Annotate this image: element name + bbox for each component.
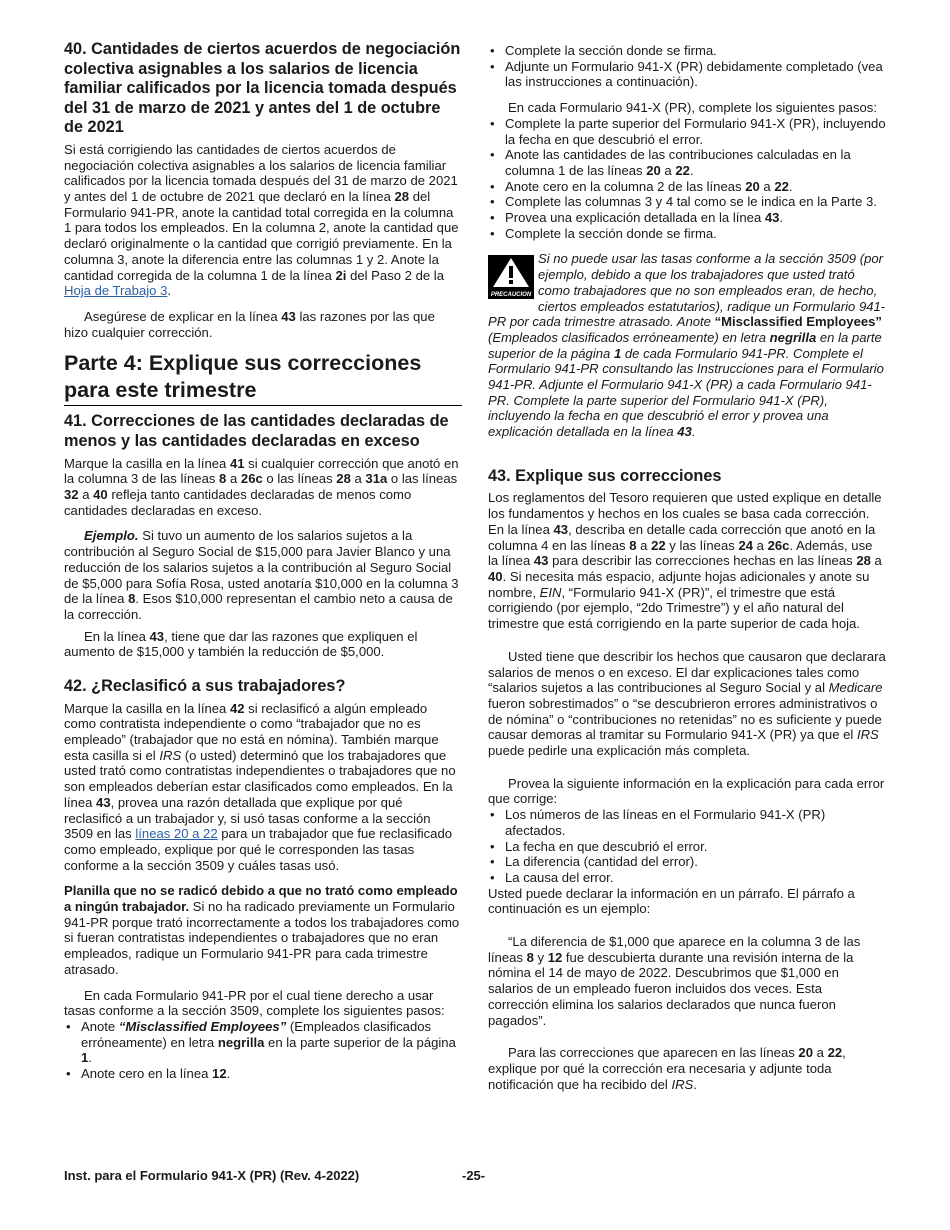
page-footer (64, 1168, 886, 1186)
section-43-heading: 43. Explique sus correcciones (488, 466, 722, 485)
part-4-heading: Parte 4: Explique sus correcciones para este trimestre (64, 350, 462, 406)
step-4: • Complete las columnas 3 y 4 tal como se le indica en la Parte 3. (490, 194, 877, 210)
section-43-example-quote: “La diferencia de $1,000 que aparece en la columna 3 de las líneas 8 y 12 fue descubierta durante una revisión interna de la nómina el 14 de mayo de 2022. Descubrimos que $1,000 en salarios de un empleado fueron incluidos dos veces. Esta corrección elimina los salarios declarados que nunca fueron pagados”. (488, 934, 861, 1028)
step-1: • Complete la parte superior del Formulario 941-X (PR), incluyendo la fecha en que descubrió el error. (490, 115, 886, 147)
info-bullet-1: • Los números de las líneas en el Formulario 941-X (PR) afectados. (490, 807, 826, 838)
section-41-paragraph-3: En la línea 43, tiene que dar las razones que expliquen el aumento de $15,000 y también la reducción de $5,000. (64, 628, 418, 660)
caution-icon-label: PRECAUCION (490, 292, 532, 299)
section-43-paragraph-4: Usted puede declarar la información en un párrafo. El párrafo a continuación es un ejemplo: (488, 885, 855, 917)
lines-20-22-link[interactable]: líneas 20 a 22 (135, 826, 218, 842)
section-43-paragraph-3: Provea la siguiente información en la explicación para cada error que corrige: (488, 775, 885, 807)
section-40-heading: 40. Cantidades de ciertos acuerdos de negociación colectiva asignables a los salarios de licencia familiar calificados por la licencia tomada después del 31 de marzo de 2021 y antes del 1 de octubre de 2021 (64, 40, 461, 137)
caution-note: PRECAUCION Si no puede usar las tasas conforme a la sección 3509 (por ejemplo, debido a que los trabajadores que usted trató como trabajadores que no son empleados eran, de hecho, ciertos empleados estatutarios), radique un Formulario 941-PR por cada trimestre atrasado. Anote “Misclassified Employees” (Empleados clasificados erróneamente) en letra negrilla en la parte superior de la página 1 de cada Formulario 941-PR. Complete el Formulario 941-PR consultando las Instrucciones para el Formulario 941-PR. Adjunte el Formulario 941-X (PR) a cada Formulario 941-PR. Complete la parte superior del Formulario 941-X (PR), incluyendo la fecha en que descubrió el error y provea una explicación detallada en la línea 43. (488, 251, 886, 440)
right-top-bullet-1: • Complete la sección donde se firma. (490, 43, 717, 58)
section-43-paragraph-2: Usted tiene que describir los hechos que causaron que declarara salarios de menos o en exceso. El dar explicaciones tales como “salarios sujetos a las contribuciones al Seguro Social y al Medicare fueron sobrestimados” o “se descubrieron errores administrativos o de nómina” o “contribuciones no retenidas” no es suficiente y puede causar demoras al tramitar su Formulario 941-X (PR) ya que el IRS puede pedirle una explicación más completa. (488, 648, 886, 759)
section-42-paragraph: Marque la casilla en la línea 42 si reclasificó a algún empleado como contratista independiente o como “trabajador que no es empleado” (trabajador que no está en nómina). También marque esta casilla si el IRS (o usted) determinó que los trabajadores que usted trató como contratistas independientes o trabajadores que no son empleados deberían estar clasificados como empleados. En la línea 43, provea una razón detallada que explique por qué reclasificó a un trabajador y, si usó tasas conforme a la sección 3509 en las líneas 20 a 22 para un trabajador que fue reclasificado como empleado, explique por qué le corresponden las tasas conforme a la sección 3509 y cuáles tasas usó. (64, 700, 456, 873)
page-number: -25- (462, 1168, 486, 1183)
footer-form-reference: Inst. para el Formulario 941-X (PR) (Rev. 4-2022) (64, 1168, 360, 1183)
section-43-paragraph-1: Los reglamentos del Tesoro requieren que usted explique en detalle los fundamentos y hechos en los cuales se basa cada corrección. En la línea 43, describa en detalle cada corrección que anotó en la columna 4 en las líneas 8 a 22 y las líneas 24 a 26c. Además, use la línea 43 para describir las correcciones hechas en las líneas 28 a 40. Si necesita más espacio, adjunte hojas adicionales y anote su nombre, EIN, “Formulario 941-X (PR)”, el trimestre que está corrigiendo (por ejemplo, “2do Trimestre”) y el año natural del trimestre que está corrigiendo en la parte superior de cada hoja. (488, 490, 882, 632)
section-40-paragraph-2: Asegúrese de explicar en la línea 43 las razones por las que hizo cualquier corrección. (64, 309, 435, 340)
section-41-paragraph: Marque la casilla en la línea 41 si cualquier corrección que anotó en la columna 3 de las líneas 8 a 26c o las líneas 28 a 31a o las líneas 32 a 40 refleja tanto cantidades declaradas de menos como cantidades declaradas en exceso. (64, 455, 459, 518)
left-column (64, 40, 462, 1082)
step-2: • Anote las cantidades de las contribuciones calculadas en la columna 1 de las líneas 20 a 22. (490, 147, 851, 178)
right-top-bullet-2: • Adjunte un Formulario 941-X (PR) debidamente completado (vea las instrucciones a continuación). (490, 58, 883, 90)
info-bullet-3: • La diferencia (cantidad del error). (490, 854, 698, 870)
section-42-unfiled-return: Planilla que no se radicó debido a que no trató como empleado a ningún trabajador. Si no ha radicado previamente un Formulario 941-PR porque trató incorrectamente a todos los trabajadores como si fueran contratistas independientes o trabajadores que no eran empleados, radique un Formulario 941-PR para cada trimestre atrasado. (64, 883, 460, 977)
section-42-steps-intro: En cada Formulario 941-PR por el cual tiene derecho a usar tasas conforme a la sección 3509, complete los siguientes pasos: (64, 987, 445, 1019)
step-5: • Provea una explicación detallada en la línea 43. (490, 210, 784, 226)
section-43-paragraph-5: Para las correcciones que aparecen en las líneas 20 a 22, explique por qué la corrección era necesaria y adjunte toda notificación que ha recibido del IRS. (488, 1045, 846, 1092)
info-bullet-4: • La causa del error. (490, 869, 614, 885)
step-3: • Anote cero en la columna 2 de las líneas 20 a 22. (490, 178, 793, 194)
caution-icon (488, 255, 534, 299)
worksheet-3-link[interactable]: Hoja de Trabajo 3 (64, 283, 168, 299)
section-41-example: Ejemplo. Si tuvo un aumento de los salarios sujetos a la contribución al Seguro Social de $15,000 para Javier Blanco y una reducción de los salarios sujetos a la contribución al Seguro Social de $5,000 para Sofía Rosa, usted anotaría $10,000 en la columna 3 de la línea 8. Esos $10,000 representan el cambio neto a causa de la corrección. (64, 528, 459, 622)
section-42-heading: 42. ¿Reclasificó a sus trabajadores? (64, 677, 346, 696)
info-bullet-2: • La fecha en que descubrió el error. (490, 838, 708, 854)
step-6: • Complete la sección donde se firma. (490, 225, 717, 241)
section-42-bullet-2: • Anote cero en la línea 12. (66, 1066, 231, 1082)
section-42-bullet-1: • Anote “Misclassified Employees” (Empleados clasificados erróneamente) en letra negrilla en la parte superior de la página 1. (66, 1018, 456, 1066)
section-41-heading: 41. Correcciones de las cantidades declaradas de menos y las cantidades declaradas en exceso (64, 412, 449, 450)
right-column (488, 43, 886, 1092)
steps-intro: En cada Formulario 941-X (PR), complete los siguientes pasos: (508, 100, 877, 116)
section-40-paragraph: Si está corrigiendo las cantidades de ciertos acuerdos de negociación colectiva asignables a los salarios de licencia familiar calificados por la licencia tomada después del 31 de marzo de 2021 y antes del 1 de octubre de 2021 que declaró en la línea 28 del Formulario 941-PR, anote la cantidad total corregida en la columna 1 para todos los empleados. En la columna 2, anote la cantidad que declaró originalmente o la cantidad que corrigió previamente. En la columna 3, anote la diferencia entre las columnas 1 y 2. Anote la cantidad corregida de la columna 1 de la línea 2i del Paso 2 de la Hoja de Trabajo 3. (64, 141, 459, 299)
